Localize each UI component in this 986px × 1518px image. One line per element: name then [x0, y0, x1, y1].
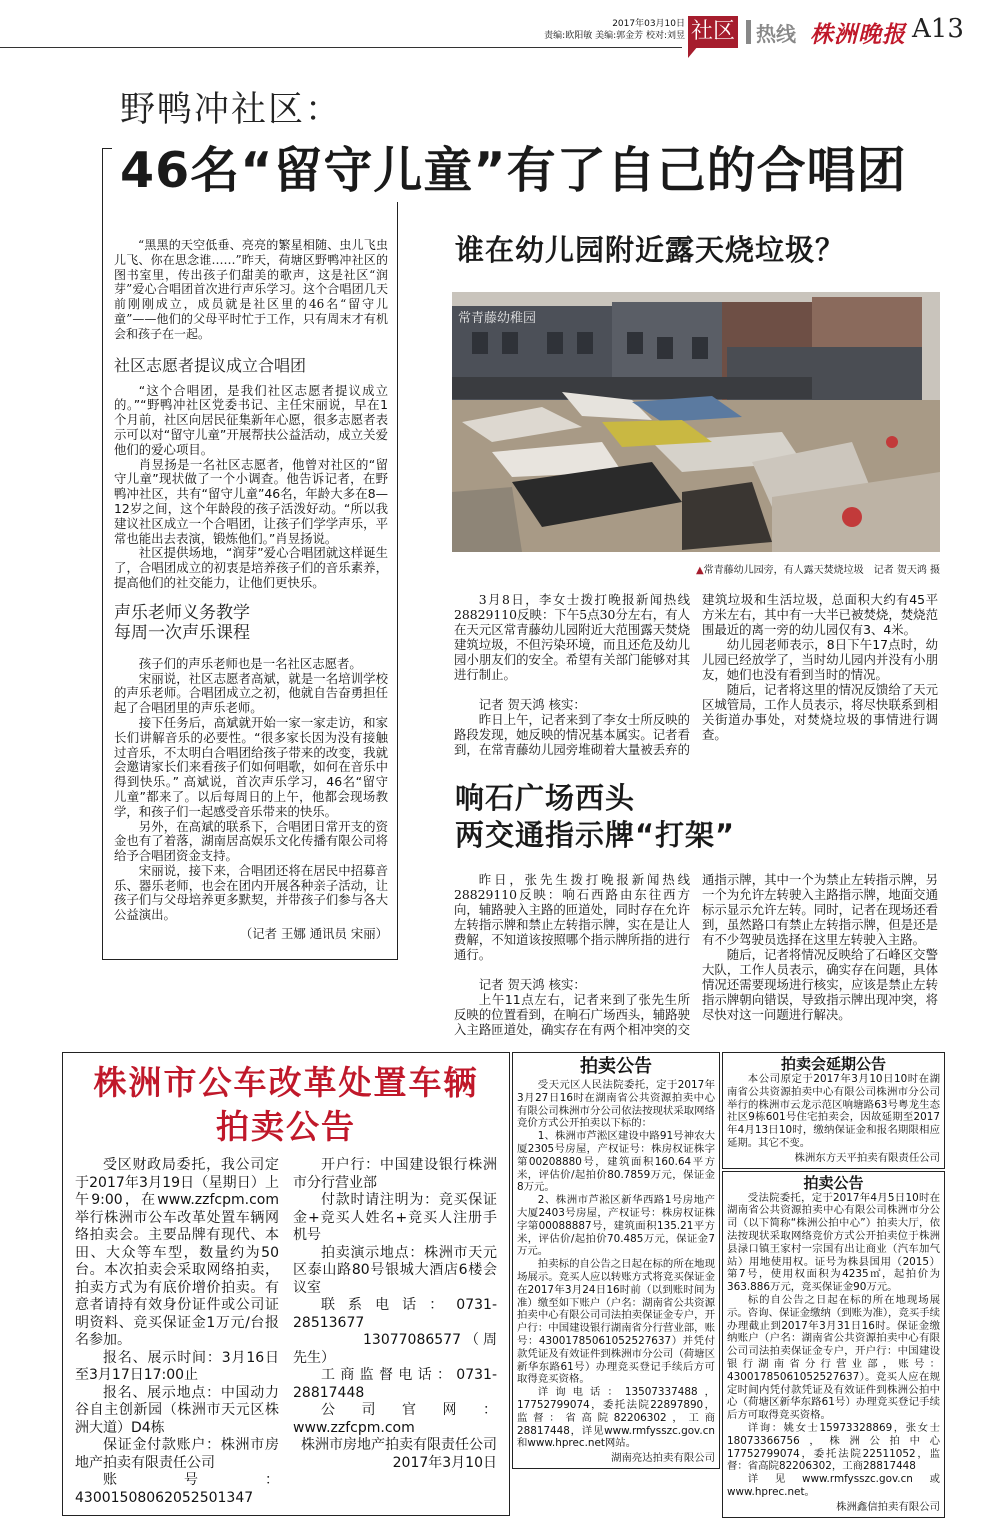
ad-title: 拍卖公告 — [803, 1173, 864, 1192]
paragraph: 报名、展示地点：中国动力谷自主创新园（株洲市天元区株洲大道）D4栋 — [75, 1384, 279, 1436]
subsection-label: 热线 — [756, 22, 796, 46]
court-auction-ad — [512, 1052, 720, 1469]
paragraph: 标的自公告之日起在标的所在地现场展示。咨询、保证金缴纳（到账为准），竞买手续办理截止到2017年3月31日16时。保证金缴纳账户（户名：湖南省公共资源拍卖中心有限公司司法拍卖保证金专户，开户行：中国建设银行湖南省分行营业部，账号：43001785061052527637）。竞买人应在规定时间内凭付款凭证及有效证件到株洲公拍中心（荷塘区新华东路61号）办理竞买登记手续后方可取得竞买资格。 — [727, 1293, 941, 1422]
paragraph: 开户行：中国建设银行株洲市分行营业部 — [293, 1157, 497, 1191]
header-rule — [0, 47, 682, 48]
paragraph: 受法院委托，定于2017年4月5日10时在湖南省公共资源拍卖中心有限公司株洲市分公司（以下简称“株洲公拍中心”）拍卖大厅，依法按现状采取网络竞价方式公开拍卖位于株洲县渌口镇王家村一宗国有出让商业（汽车加气站）用地使用权。证号为株县国用（2015）第7号，使用权面积为4235㎡，起拍价为363.886万元，竞买保证金90万元。 — [727, 1191, 940, 1294]
subheading-line: 每周一次声乐课程 — [114, 622, 250, 643]
ad-body — [723, 1073, 944, 1168]
article-headline: 46名“留守儿童”有了自己的合唱团 — [112, 132, 915, 202]
paragraph: 宋丽说，社区志愿者高斌，就是一名培训学校的声乐老师。合唱团成立之初，他就自告奋勇担任起了合唱团里的声乐老师。 — [114, 670, 388, 716]
ad-title-line: 拍卖公告 — [216, 1107, 356, 1146]
paragraph: 拍卖演示地点：株洲市天元区泰山路80号银城大酒店6楼会议室 — [293, 1244, 497, 1296]
paragraph: 账号：43001508062052501347 — [75, 1472, 279, 1506]
paragraph: 另外，在高斌的联系下，合唱团日常开支的资金也有了着落，湖南居高娱乐文化传播有限公司将给予合唱团资金支持。 — [114, 818, 388, 864]
paragraph: 1、株洲市芦淞区建设中路91号神农大厦2305号房屋，产权证号：株房权证株字第00208880号，建筑面积160.64平方米，评估价/起拍价80.7859万元，保证金8万元。 — [517, 1130, 715, 1194]
paragraph: 受区财政局委托，我公司定于2017年3月19日（星期日）上午9:00，在www.zzfcpm.com举行株洲市公车改革处置车辆网络拍卖会。主要品牌有现代、本田、大众等车型，数量约为50台。本次拍卖会采取网络拍卖，拍卖方式为有底价增价拍卖。有意者请持有效身份证件或公司证明资料、竞买保证金1万元/台报名参加。 — [75, 1157, 279, 1348]
section-divider — [746, 20, 751, 44]
paragraph: 详询：姚女士15973328869，张女士18073366756，株洲公拍中心17752799074，委托法院22511052，监督：省高院82206302，工商28817448 — [727, 1421, 940, 1473]
reader-report: 昨日，张先生拨打晚报新闻热线28829110反映：响石西路由东往西方向，辅路驶入主路的匝道处，同时存在允许左转指示牌和禁止左转指示牌，实在是让人费解，不知道该按照哪个指示牌所指的进行通行。 — [454, 872, 690, 962]
article-headline — [455, 780, 735, 854]
paragraph: 详见www.rmfysszc.gov.cn或www.hprec.net。 — [727, 1473, 940, 1498]
paragraph: 工商监督电话：0731-28817448 — [293, 1367, 497, 1401]
issue-date: 2017年03月10日 — [612, 19, 685, 29]
page-number: A13 — [912, 14, 964, 44]
ad-company: 株洲东方天平拍卖有限责任公司 — [794, 1151, 940, 1164]
ad-paragraphs — [517, 1079, 715, 1450]
paragraph: 社区提供场地，“润芽”爱心合唱团就这样诞生了，合唱团成立的初衷是培养孩子们的音乐素养，提高他们的社交能力，让他们更快乐。 — [114, 545, 388, 590]
ad-date: 2017年3月10日 — [392, 1454, 497, 1471]
vehicle-auction-ad — [62, 1052, 510, 1516]
issue-info — [520, 18, 685, 42]
fence — [452, 377, 812, 399]
subheading-line: 声乐老师义务教学 — [114, 602, 250, 623]
right-ads-column — [722, 1052, 945, 1518]
ad-title-line: 株洲市公车改革处置车辆 — [93, 1063, 479, 1102]
paragraph: 幼儿园老师表示，8日下午17点时，幼儿园已经放学了，当时幼儿园内并没有小朋友，她们也没有看到当时的情况。 — [702, 637, 938, 682]
headline-line: 两交通指示牌“打架” — [455, 818, 736, 852]
ad-paragraphs — [293, 1367, 497, 1437]
article-headline: 谁在幼儿园附近露天烧垃圾？ — [455, 233, 846, 267]
ad-body — [75, 1157, 497, 1507]
postpone-auction-ad — [722, 1052, 945, 1169]
paragraph: 报名、展示时间：3月16日至3月17日17:00止 — [75, 1349, 279, 1383]
section-label-tail — [688, 46, 698, 58]
subheading: 社区志愿者提议成立合唱团 — [114, 355, 307, 375]
paragraph: “这个合唱团，是我们社区志愿者提议成立的。”“野鸭冲社区党委书记、主任宋丽说，早在1个月前，社区向居民征集新年心愿，很多志愿者表示可以对“留守儿童”开展帮扶公益活动，成立关爱他们的爱心项目。 — [114, 382, 388, 457]
ad-body — [513, 1079, 719, 1468]
land-auction-ad — [722, 1171, 945, 1518]
verify-label: 记者 贺天鸿 核实： — [478, 977, 586, 992]
headline-line: 响石广场西头 — [455, 781, 636, 815]
ad-company: 湖南亮达拍卖有限公司 — [611, 1452, 715, 1465]
article-body — [454, 592, 938, 757]
ad-title: 拍卖会延期公告 — [780, 1055, 886, 1073]
ad-title: 拍卖公告 — [580, 1056, 652, 1077]
reader-report: 3月8日，李女士拨打晚报新闻热线28829110反映：下午5点30分左右，有人在天元区常青藤幼儿园附近大范围露天焚烧建筑垃圾，不但污染环境，而且还危及幼儿园小朋友们的安全。希望有关部门能够对其进行制止。 — [454, 592, 690, 682]
paragraph: 昨日上午，记者来到了李女士所反映的路段发现，她反映的情况基本属实。记者看到，在常青藤幼儿园旁堆砌着大量被丢弃的建筑垃圾和生活垃圾，总面积大约有45平方米左右，其中有一大半已被焚烧，焚烧范围最近的离一旁的幼儿园仅有3、4米。 — [454, 592, 938, 757]
paragraph: 本公司原定于2017年3月10日10时在湖南省公共资源拍卖中心有限公司株洲市分公司举行的株洲市云龙示范区响塘路63号粤龙生态社区9栋601号住宅拍卖会，因故延期至2017年4月13日10时，缴纳保证金和报名期限相应延期。其它不变。 — [727, 1073, 940, 1149]
byline: （记者 王娜 通讯员 宋丽） — [239, 926, 388, 942]
paragraph: 宋丽说，接下来，合唱团还将在居民中招募音乐、器乐老师，也会在团内开展各种亲子活动，让孩子们与父母培养更多默契，并带孩子们参与各大公益演出。 — [114, 862, 388, 923]
article-kicker: 野鸭冲社区： — [120, 90, 343, 130]
paragraph: 2、株洲市芦淞区新华西路1号房地产大厦2403号房屋，产权证号：株房权证株字第00088887号，建筑面积135.21平方米，评估价/起拍价70.485万元，保证金7万元。 — [517, 1194, 715, 1258]
caption-text: 常青藤幼儿园旁，有人露天焚烧垃圾 记者 贺天鸿 摄 — [703, 565, 940, 576]
paragraph: 接下任务后，高斌就开始一家一家走访，和家长们讲解音乐的必要性。“很多家长因为没有接触过音乐，不太明白合唱团给孩子带来的改变，我就会邀请家长们来看孩子们如何唱歌，如何在音乐中得到快乐。” 高斌说，首次声乐学习，46名“留守儿童”都来了。以后每周日的上午，他都会现场教学，和孩子们一起感受音乐带来的快乐。 — [114, 714, 388, 819]
paragraph: 详询电话：13507337488，17752799074，委托法院22897890，监督：省高院82206302，工商28817448，详见www.rmfysszc.gov.cn和www.hprec.net网站。 — [517, 1386, 715, 1450]
article-body — [114, 238, 388, 942]
paragraph: 公司官网：www.zzfcpm.com — [293, 1402, 497, 1436]
paragraph: 受天元区人民法院委托，定于2017年3月27日16时在湖南省公共资源拍卖中心有限公司株洲市分公司依法按现状采取网络竞价方式公开拍卖以下标的： — [517, 1079, 715, 1130]
ad-body — [723, 1192, 944, 1517]
paragraph: 付款时请注明为：竞买保证金+竞买人姓名+竞买人注册手机号 — [293, 1192, 497, 1243]
article-body — [454, 872, 938, 1037]
newspaper-logo: 株洲晚报 — [810, 21, 906, 48]
verify-label: 记者 贺天鸿 核实： — [478, 697, 586, 712]
news-photo — [452, 292, 940, 552]
photo-caption — [696, 561, 940, 576]
subheading — [114, 603, 388, 643]
paragraph: 保证金付款账户：株洲市房地产拍卖有限责任公司 — [75, 1437, 279, 1471]
paragraph: 随后，记者将情况反映给了石峰区交警大队，工作人员表示，确实存在问题，具体情况还需要现场进行核实，应该是禁止左转指示牌朝向错误，导致指示牌出现冲突，将尽快对这一问题进行解决。 — [702, 947, 938, 1022]
editor-credits: 责编:欧阳敏 美编:郭金芳 校对:刘昱 — [544, 31, 685, 41]
ad-company: 株洲市房地产拍卖有限责任公司 — [301, 1437, 497, 1453]
ad-paragraphs — [727, 1192, 940, 1499]
paragraph: 随后，记者将这里的情况反馈给了天元区城管局，工作人员表示，将尽快联系到相关街道办事处，对焚烧垃圾的事情进行调查。 — [702, 682, 938, 742]
section-body — [114, 657, 388, 923]
paragraph: 上午11点左右，记者来到了张先生所反映的位置看到，在响石广场西头，辅路驶入主路匝道处，确实存在有两个相冲突的交通指示牌，其中一个为禁止左转指示牌，另一个为允许左转驶入主路指示牌，地面交通标示显示允许左转。同时，记者在现场还看到，虽然路口有禁止左转指示牌，但是还是有不少驾驶员选择在这里左转驶入主路。 — [454, 872, 938, 1037]
section-body — [114, 384, 388, 591]
section-label: 社区 — [688, 16, 738, 48]
paragraph: 孩子们的声乐老师也是一名社区志愿者。 — [138, 655, 362, 671]
ad-paragraphs — [727, 1073, 940, 1150]
ad-phone: 13077086577（周先生） — [293, 1332, 497, 1366]
building-sign: 常青藤幼稚园 — [458, 311, 537, 326]
ad-company: 株洲鑫信拍卖有限公司 — [836, 1500, 940, 1513]
paragraph: 拍卖标的自公告之日起在标的所在地现场展示。竞买人应以转账方式将竞买保证金在2017年3月24日16时前（以到账时间为准）缴至如下账户（户名：湖南省公共资源拍卖中心有限公司司法拍卖保证金专户，开户行：中国建设银行湖南省分行营业部，账号：43001785061052527637）并凭付款凭证及有效证件到株洲市分公司（荷塘区新华东路61号）办理竞买登记手续后方可取得竞买资格。 — [517, 1258, 715, 1386]
caption-marker-icon: ▲ — [695, 565, 704, 576]
ad-title — [75, 1061, 497, 1149]
article-lead: “黑黑的天空低垂、亮亮的繁星相随、虫儿飞虫儿飞、你在思念谁……”昨天，荷塘区野鸭冲社区的图书室里，传出孩子们甜美的歌声，这是社区“润芽”爱心合唱团首次进行声乐学习。这个合唱团几天前刚刚成立，成员就是社区里的46名“留守儿童”——他们的父母平时忙于工作，只有周末才有机会和孩子在一起。 — [114, 238, 388, 341]
paragraph: 联系电话：0731-28513677 — [293, 1297, 497, 1331]
paragraph: 肖昱扬是一名社区志愿者，他曾对社区的“留守儿童”现状做了一个小调查。他告诉记者，在野鸭冲社区，共有“留守儿童”46名，年龄大多在8—12岁之间，这个年龄段的孩子活泼好动。“所以我建议社区成立一个合唱团，让孩子们学学声乐，平常也能出去表演，锻炼他们。”肖昱扬说。 — [114, 456, 388, 546]
